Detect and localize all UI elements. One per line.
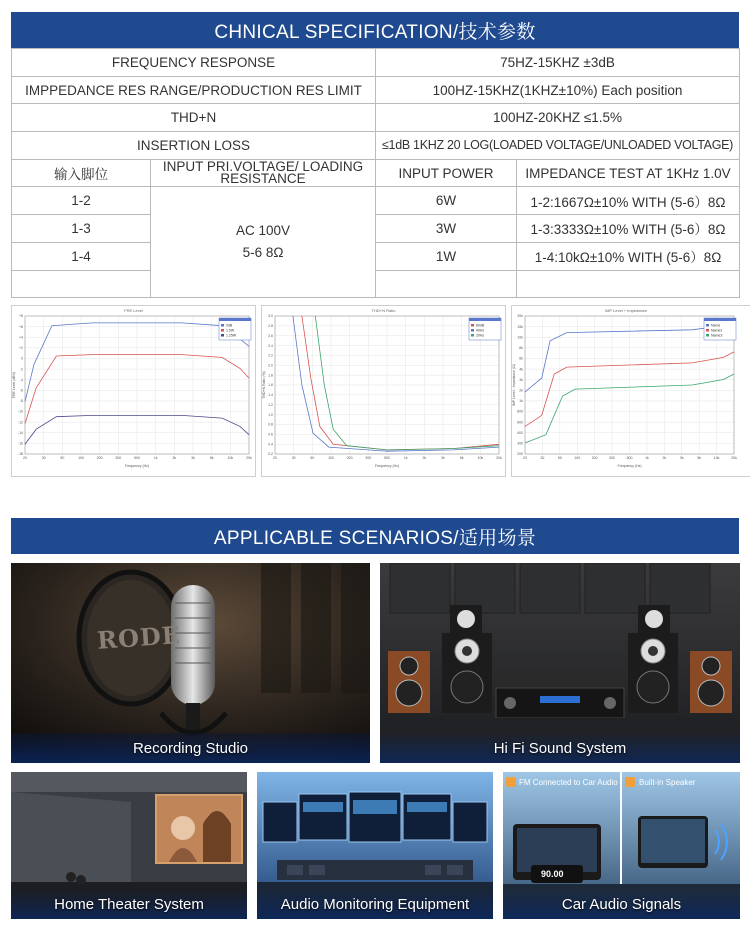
voltage-cell bbox=[151, 187, 376, 298]
legend-entry: Name2 bbox=[711, 328, 723, 333]
y-tick-label: 15k bbox=[517, 324, 523, 329]
x-tick-label: 500 bbox=[626, 456, 633, 460]
rode-logo: RODE bbox=[96, 620, 182, 655]
x-axis-label: Frequency (Hz) bbox=[617, 464, 642, 468]
legend-swatch bbox=[471, 334, 474, 337]
spec-value: 75HZ-15KHZ ±3dB bbox=[376, 49, 740, 77]
thd-chart bbox=[262, 306, 505, 476]
legend-swatch bbox=[221, 329, 224, 332]
y-tick-label: 0.8 bbox=[268, 422, 273, 427]
legend-entry: 1.5W bbox=[226, 328, 235, 333]
spec-value: ≤1dB 1KHZ 20 LOG(LOADED VOLTAGE/UNLOADED VOLTAGE) bbox=[376, 132, 740, 160]
y-tick-label: -12 bbox=[17, 420, 23, 425]
spec-label: INSERTION LOSS bbox=[12, 132, 376, 160]
y-tick-label: +6 bbox=[19, 324, 23, 329]
x-tick-label: 10k bbox=[477, 456, 484, 460]
spec-label: THD+N bbox=[12, 104, 376, 132]
y-tick-label: 1.2 bbox=[268, 402, 273, 407]
x-tick-label: 50 bbox=[60, 456, 65, 460]
x-tick-label: 5k bbox=[209, 456, 214, 460]
legend-entry: 1.25W bbox=[226, 333, 237, 338]
table-row bbox=[12, 270, 740, 298]
legend-swatch bbox=[706, 329, 709, 332]
x-tick-label: 20k bbox=[731, 456, 737, 460]
x-tick-label: 3k bbox=[441, 456, 445, 460]
y-tick-label: 0 bbox=[21, 356, 23, 361]
x-tick-label: 2k bbox=[172, 456, 177, 460]
tap-power: 6W bbox=[376, 187, 517, 215]
y-tick-label: 300 bbox=[517, 441, 523, 446]
x-tick-label: 200 bbox=[346, 456, 353, 460]
legend-swatch bbox=[221, 324, 224, 327]
table-row bbox=[12, 215, 740, 243]
empty-cell bbox=[517, 270, 740, 298]
scenario-home-theater bbox=[11, 772, 247, 919]
y-tick-label: +8 bbox=[19, 314, 23, 319]
x-tick-label: 100 bbox=[78, 456, 84, 460]
voltage-value: AC 100V bbox=[235, 223, 291, 239]
y-tick-label: -6 bbox=[19, 388, 23, 393]
load-value: 5-6 8Ω bbox=[242, 245, 284, 261]
x-tick-label: 20 bbox=[23, 456, 27, 460]
y-tick-label: 1.4 bbox=[268, 393, 273, 398]
table-row bbox=[12, 132, 740, 160]
y-tick-label: -10 bbox=[17, 409, 23, 414]
scenarios-title: APPLICABLE SCENARIOS/适用场景 bbox=[213, 527, 537, 549]
y-axis-label: FRE Level (dBV) bbox=[12, 371, 16, 399]
scenario-caption: Hi Fi Sound System bbox=[380, 733, 740, 763]
spec-label: IMPPEDANCE RES RANGE/PRODUCTION RES LIMIT bbox=[12, 76, 376, 104]
y-tick-label: -8 bbox=[19, 399, 23, 404]
scenario-recording-studio bbox=[11, 563, 370, 763]
y-tick-label: -16 bbox=[17, 441, 23, 446]
legend-swatch bbox=[706, 324, 709, 327]
y-tick-label: 600 bbox=[517, 420, 523, 425]
empty-cell bbox=[376, 270, 517, 298]
x-axis-label: Frequency (Hz) bbox=[124, 464, 150, 468]
y-tick-label: 3k bbox=[519, 377, 523, 382]
y-tick-label: +4 bbox=[19, 335, 23, 340]
legend-entry: 80dB bbox=[476, 323, 485, 328]
scenario-hifi bbox=[380, 563, 740, 763]
x-tick-label: 5k bbox=[697, 456, 702, 460]
table-row bbox=[12, 242, 740, 270]
y-tick-label: 2.8 bbox=[268, 324, 273, 329]
y-tick-label: 2k bbox=[519, 388, 523, 393]
radio-display-value: 90.00 bbox=[541, 869, 564, 879]
x-tick-label: 50 bbox=[557, 456, 562, 460]
table-row bbox=[12, 49, 740, 77]
table-row bbox=[12, 187, 740, 215]
y-tick-label: 0.2 bbox=[268, 452, 273, 457]
y-tick-label: 2.6 bbox=[268, 333, 273, 338]
x-tick-label: 300 bbox=[365, 456, 372, 460]
y-tick-label: +2 bbox=[19, 346, 23, 351]
x-tick-label: 300 bbox=[115, 456, 122, 460]
x-tick-label: 5k bbox=[459, 456, 464, 460]
table-row bbox=[12, 104, 740, 132]
y-tick-label: 0.4 bbox=[268, 442, 273, 447]
y-tick-label: -4 bbox=[19, 377, 23, 382]
graph-frequency-response bbox=[11, 305, 256, 477]
x-tick-label: 100 bbox=[574, 456, 581, 460]
tap-impedance: 1-3:3333Ω±10% WITH (5-6）8Ω bbox=[517, 215, 740, 243]
y-tick-label: 800 bbox=[517, 409, 523, 414]
legend-entry: 40Hz bbox=[476, 328, 485, 333]
tap-pin: 1-2 bbox=[12, 187, 151, 215]
impedance-chart bbox=[512, 306, 740, 476]
scenario-car-audio bbox=[503, 772, 740, 919]
x-tick-label: 1k bbox=[645, 456, 649, 460]
spec-value: 100HZ-15KHZ(1KHZ±10%) Each position bbox=[376, 76, 740, 104]
x-tick-label: 10k bbox=[713, 456, 720, 460]
y-tick-label: 6k bbox=[519, 356, 523, 361]
y-tick-label: 2.4 bbox=[268, 343, 273, 348]
legend-entry: 20Hz bbox=[476, 333, 485, 338]
y-tick-label: 1.0 bbox=[268, 412, 273, 417]
x-tick-label: 50 bbox=[310, 456, 315, 460]
graph-impedance bbox=[511, 305, 750, 477]
x-tick-label: 1k bbox=[153, 456, 158, 460]
y-tick-label: -18 bbox=[17, 452, 23, 457]
x-tick-label: 300 bbox=[609, 456, 616, 460]
y-tick-label: 20k bbox=[517, 314, 523, 319]
x-tick-label: 100 bbox=[328, 456, 334, 460]
scenario-caption: Home Theater System bbox=[11, 889, 247, 919]
x-tick-label: 500 bbox=[134, 456, 140, 460]
header-voltage: INPUT PRI.VOLTAGE/ LOADING RESISTANCE bbox=[151, 159, 376, 187]
header-pin: 输入脚位 bbox=[12, 159, 151, 187]
legend-swatch bbox=[471, 324, 474, 327]
graph-thd bbox=[261, 305, 506, 477]
x-tick-label: 3k bbox=[191, 456, 195, 460]
inset-label-speaker: Built-in Speaker bbox=[639, 778, 696, 787]
spec-title: CHNICAL SPECIFICATION/技术参数 bbox=[214, 21, 536, 43]
x-tick-label: 10k bbox=[227, 456, 234, 460]
y-tick-label: 1k bbox=[519, 399, 523, 404]
frequency-response-chart bbox=[12, 306, 255, 476]
spec-banner bbox=[11, 12, 739, 48]
y-tick-label: 1.8 bbox=[268, 373, 273, 378]
y-axis-label: THD+N Ratio (%) bbox=[262, 371, 266, 399]
x-tick-label: 20k bbox=[496, 456, 502, 460]
graph-title: FRE Level bbox=[124, 308, 143, 313]
tap-impedance: 1-4:10kΩ±10% WITH (5-6）8Ω bbox=[517, 242, 740, 270]
y-axis-label: IMP Level - Impedance (Ω) bbox=[512, 364, 516, 406]
x-tick-label: 200 bbox=[591, 456, 598, 460]
x-tick-label: 20 bbox=[273, 456, 277, 460]
y-tick-label: 4k bbox=[519, 367, 523, 372]
tap-impedance: 1-2:1667Ω±10% WITH (5-6）8Ω bbox=[517, 187, 740, 215]
y-tick-label: 400 bbox=[517, 430, 523, 435]
scenario-monitoring bbox=[257, 772, 493, 919]
measurement-graphs bbox=[0, 305, 750, 477]
legend-swatch bbox=[471, 329, 474, 332]
x-tick-label: 20 bbox=[523, 456, 527, 460]
x-tick-label: 30 bbox=[540, 456, 545, 460]
tap-power: 1W bbox=[376, 242, 517, 270]
y-tick-label: 200 bbox=[517, 452, 523, 457]
legend-entry: Name bbox=[711, 323, 721, 328]
y-tick-label: 8k bbox=[519, 346, 523, 351]
y-tick-label: 3.0 bbox=[268, 314, 273, 319]
scenario-caption: Audio Monitoring Equipment bbox=[257, 889, 493, 919]
header-power: INPUT POWER bbox=[376, 159, 517, 187]
y-tick-label: 1.6 bbox=[268, 383, 273, 388]
y-tick-label: 2.2 bbox=[268, 353, 273, 358]
spec-value: 100HZ-20KHZ ≤1.5% bbox=[376, 104, 740, 132]
y-tick-label: 0.6 bbox=[268, 432, 273, 437]
table-header-row bbox=[12, 159, 740, 187]
legend-entry: 0dB bbox=[226, 323, 233, 328]
legend-entry: Name3 bbox=[711, 333, 723, 338]
header-impedance: IMPEDANCE TEST AT 1KHz 1.0V bbox=[517, 159, 740, 187]
spec-label: FREQUENCY RESPONSE bbox=[12, 49, 376, 77]
tap-pin: 1-3 bbox=[12, 215, 151, 243]
y-tick-label: 2.0 bbox=[268, 363, 273, 368]
scenario-caption: Recording Studio bbox=[11, 733, 370, 763]
x-tick-label: 20k bbox=[246, 456, 252, 460]
table-row bbox=[12, 76, 740, 104]
inset-label-fm: FM Connected to Car Audio bbox=[519, 778, 618, 787]
y-tick-label: 10k bbox=[517, 335, 523, 340]
x-tick-label: 30 bbox=[291, 456, 296, 460]
graph-title: IMP Level + Impedance bbox=[604, 308, 648, 313]
scenario-caption: Car Audio Signals bbox=[503, 889, 740, 919]
tap-pin: 1-4 bbox=[12, 242, 151, 270]
scenarios-banner bbox=[11, 518, 739, 554]
y-tick-label: -2 bbox=[19, 367, 23, 372]
x-tick-label: 1k bbox=[403, 456, 408, 460]
x-tick-label: 3k bbox=[679, 456, 684, 460]
x-axis-label: Frequency (Hz) bbox=[374, 464, 400, 468]
legend-swatch bbox=[706, 334, 709, 337]
graph-title: THD+N Ratio bbox=[371, 308, 396, 313]
x-tick-label: 2k bbox=[422, 456, 427, 460]
legend-swatch bbox=[221, 334, 224, 337]
empty-cell bbox=[12, 270, 151, 298]
spec-table bbox=[11, 48, 740, 298]
x-tick-label: 30 bbox=[41, 456, 46, 460]
x-tick-label: 2k bbox=[662, 456, 667, 460]
tap-power: 3W bbox=[376, 215, 517, 243]
y-tick-label: -14 bbox=[17, 430, 23, 435]
x-tick-label: 200 bbox=[96, 456, 103, 460]
x-tick-label: 500 bbox=[384, 456, 390, 460]
